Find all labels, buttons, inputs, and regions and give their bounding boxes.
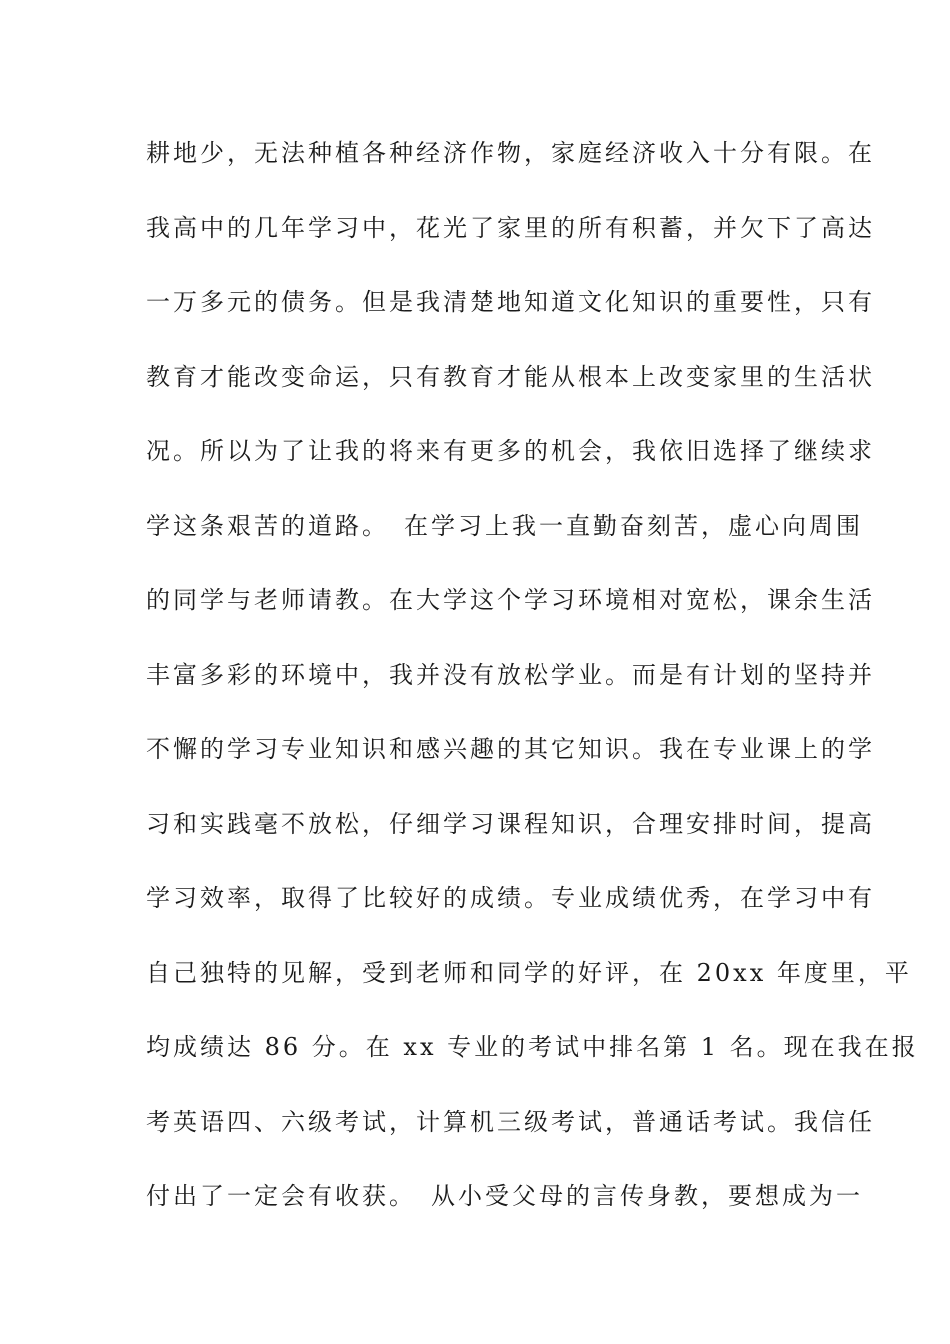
text-line: 一万多元的债务。但是我清楚地知道文化知识的重要性，只有: [146, 288, 875, 316]
text-line: 自己独特的见解，受到老师和同学的好评，在 20xx 年度里，平: [146, 958, 912, 987]
text-line: 学这条艰苦的道路。 在学习上我一直勤奋刻苦，虚心向周围: [146, 511, 863, 540]
text-line: 丰富多彩的环境中，我并没有放松学业。而是有计划的坚持并: [146, 660, 875, 689]
text-line: 习和实践毫不放松，仔细学习课程知识，合理安排时间，提高: [146, 809, 875, 838]
text-line: 学习效率，取得了比较好的成绩。专业成绩优秀，在学习中有: [146, 884, 875, 912]
text-line: 不懈的学习专业知识和感兴趣的其它知识。我在专业课上的学: [146, 735, 875, 763]
text-line: 耕地少，无法种植各种经济作物，家庭经济收入十分有限。在: [146, 139, 875, 167]
text-line: 均成绩达 86 分。在 xx 专业的考试中排名第 1 名。现在我在报: [146, 1033, 919, 1061]
text-line: 况。所以为了让我的将来有更多的机会，我依旧选择了继续求: [146, 437, 875, 465]
text-line: 付出了一定会有收获。 从小受父母的言传身教，要想成为一: [146, 1182, 863, 1210]
body-text: [146, 130, 919, 1248]
text-line: 考英语四、六级考试，计算机三级考试，普通话考试。我信任: [146, 1107, 875, 1136]
text-line: 的同学与老师请教。在大学这个学习环境相对宽松，课余生活: [146, 586, 875, 614]
text-line: 教育才能改变命运，只有教育才能从根本上改变家里的生活状: [146, 362, 875, 391]
text-line: 我高中的几年学习中，花光了家里的所有积蓄，并欠下了高达: [146, 213, 875, 242]
